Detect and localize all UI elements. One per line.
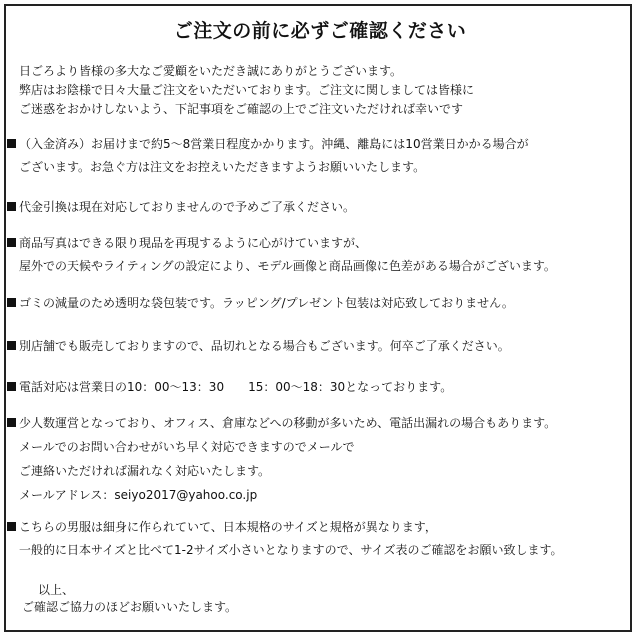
bullet-icon	[7, 139, 16, 148]
item-text: 別店舗でも販売しておりますので、品切れとなる場合もございます。何卒ご了承ください。	[19, 339, 510, 353]
bullet-icon	[7, 238, 16, 247]
email-address: メールアドレス：seiyo2017@yahoo.co.jp	[19, 488, 258, 502]
notice-item-delivery	[7, 137, 529, 151]
bullet-icon	[7, 202, 16, 211]
closing-line: ご確認ご協力のほどお願いいたします。	[22, 600, 238, 614]
item-text-continued: ございます。お急ぐ方は注文をお控えいただきますようお願いいたします。	[19, 160, 426, 174]
bullet-icon	[7, 418, 16, 427]
item-text: 少人数運営となっており、オフィス、倉庫などへの移動が多いため、電話出漏れの場合もあります。	[19, 416, 557, 430]
item-text-continued: 一般的に日本サイズと比べて1-2サイズ小さいとなりますので、サイズ表のご確認をお願い致します。	[19, 543, 563, 557]
intro-line: 日ごろより皆様の多大なご愛顧をいただき誠にありがとうございます。	[19, 64, 403, 78]
bullet-icon	[7, 341, 16, 350]
notice-item-cod	[7, 200, 355, 214]
notice-item-photos	[7, 236, 367, 250]
item-text-continued: メールでのお問い合わせがいち早く対応できますのでメールで	[19, 440, 355, 454]
bullet-icon	[7, 522, 16, 531]
item-text: （入金済み）お届けまで約5～8営業日程度かかります。沖縄、離島には10営業日かかる場合が	[19, 137, 529, 151]
notice-item-sizing	[7, 520, 437, 534]
item-text: 商品写真はできる限り現品を再現するように心がけていますが、	[19, 236, 368, 250]
closing-line: 以上、	[38, 583, 75, 597]
bullet-icon	[7, 298, 16, 307]
item-text: ゴミの減量のため透明な袋包装です。ラッピング/プレゼント包装は対応致しておりません。	[19, 296, 514, 310]
notice-item-contact	[7, 416, 556, 430]
item-text-continued: 屋外での天候やライティングの設定により、モデル画像と商品画像に色差がある場合がございます。	[19, 259, 556, 273]
intro-line: ご迷惑をおかけしないよう、下記事項をご確認の上でご注文いただければ幸いです	[19, 102, 464, 116]
bullet-icon	[7, 382, 16, 391]
intro-line: 弊店はお陰様で日々大量ご注文をいただいております。ご注文に関しましては皆様に	[19, 83, 475, 97]
item-text: こちらの男服は細身に作られていて、日本規格のサイズと規格が異なります，	[19, 520, 437, 534]
notice-title: ご注文の前に必ずご確認ください	[173, 20, 467, 42]
item-text: 電話対応は営業日の10：00～13：30 15：00～18：30となっております。	[19, 380, 453, 394]
item-text-continued: ご連絡いただければ漏れなく対応いたします。	[19, 464, 271, 478]
notice-item-phone-hours	[7, 380, 452, 394]
notice-item-packaging	[7, 296, 514, 310]
notice-item-stock	[7, 339, 510, 353]
item-text: 代金引換は現在対応しておりませんので予めご了承ください。	[19, 200, 356, 214]
notice-border	[4, 4, 632, 632]
